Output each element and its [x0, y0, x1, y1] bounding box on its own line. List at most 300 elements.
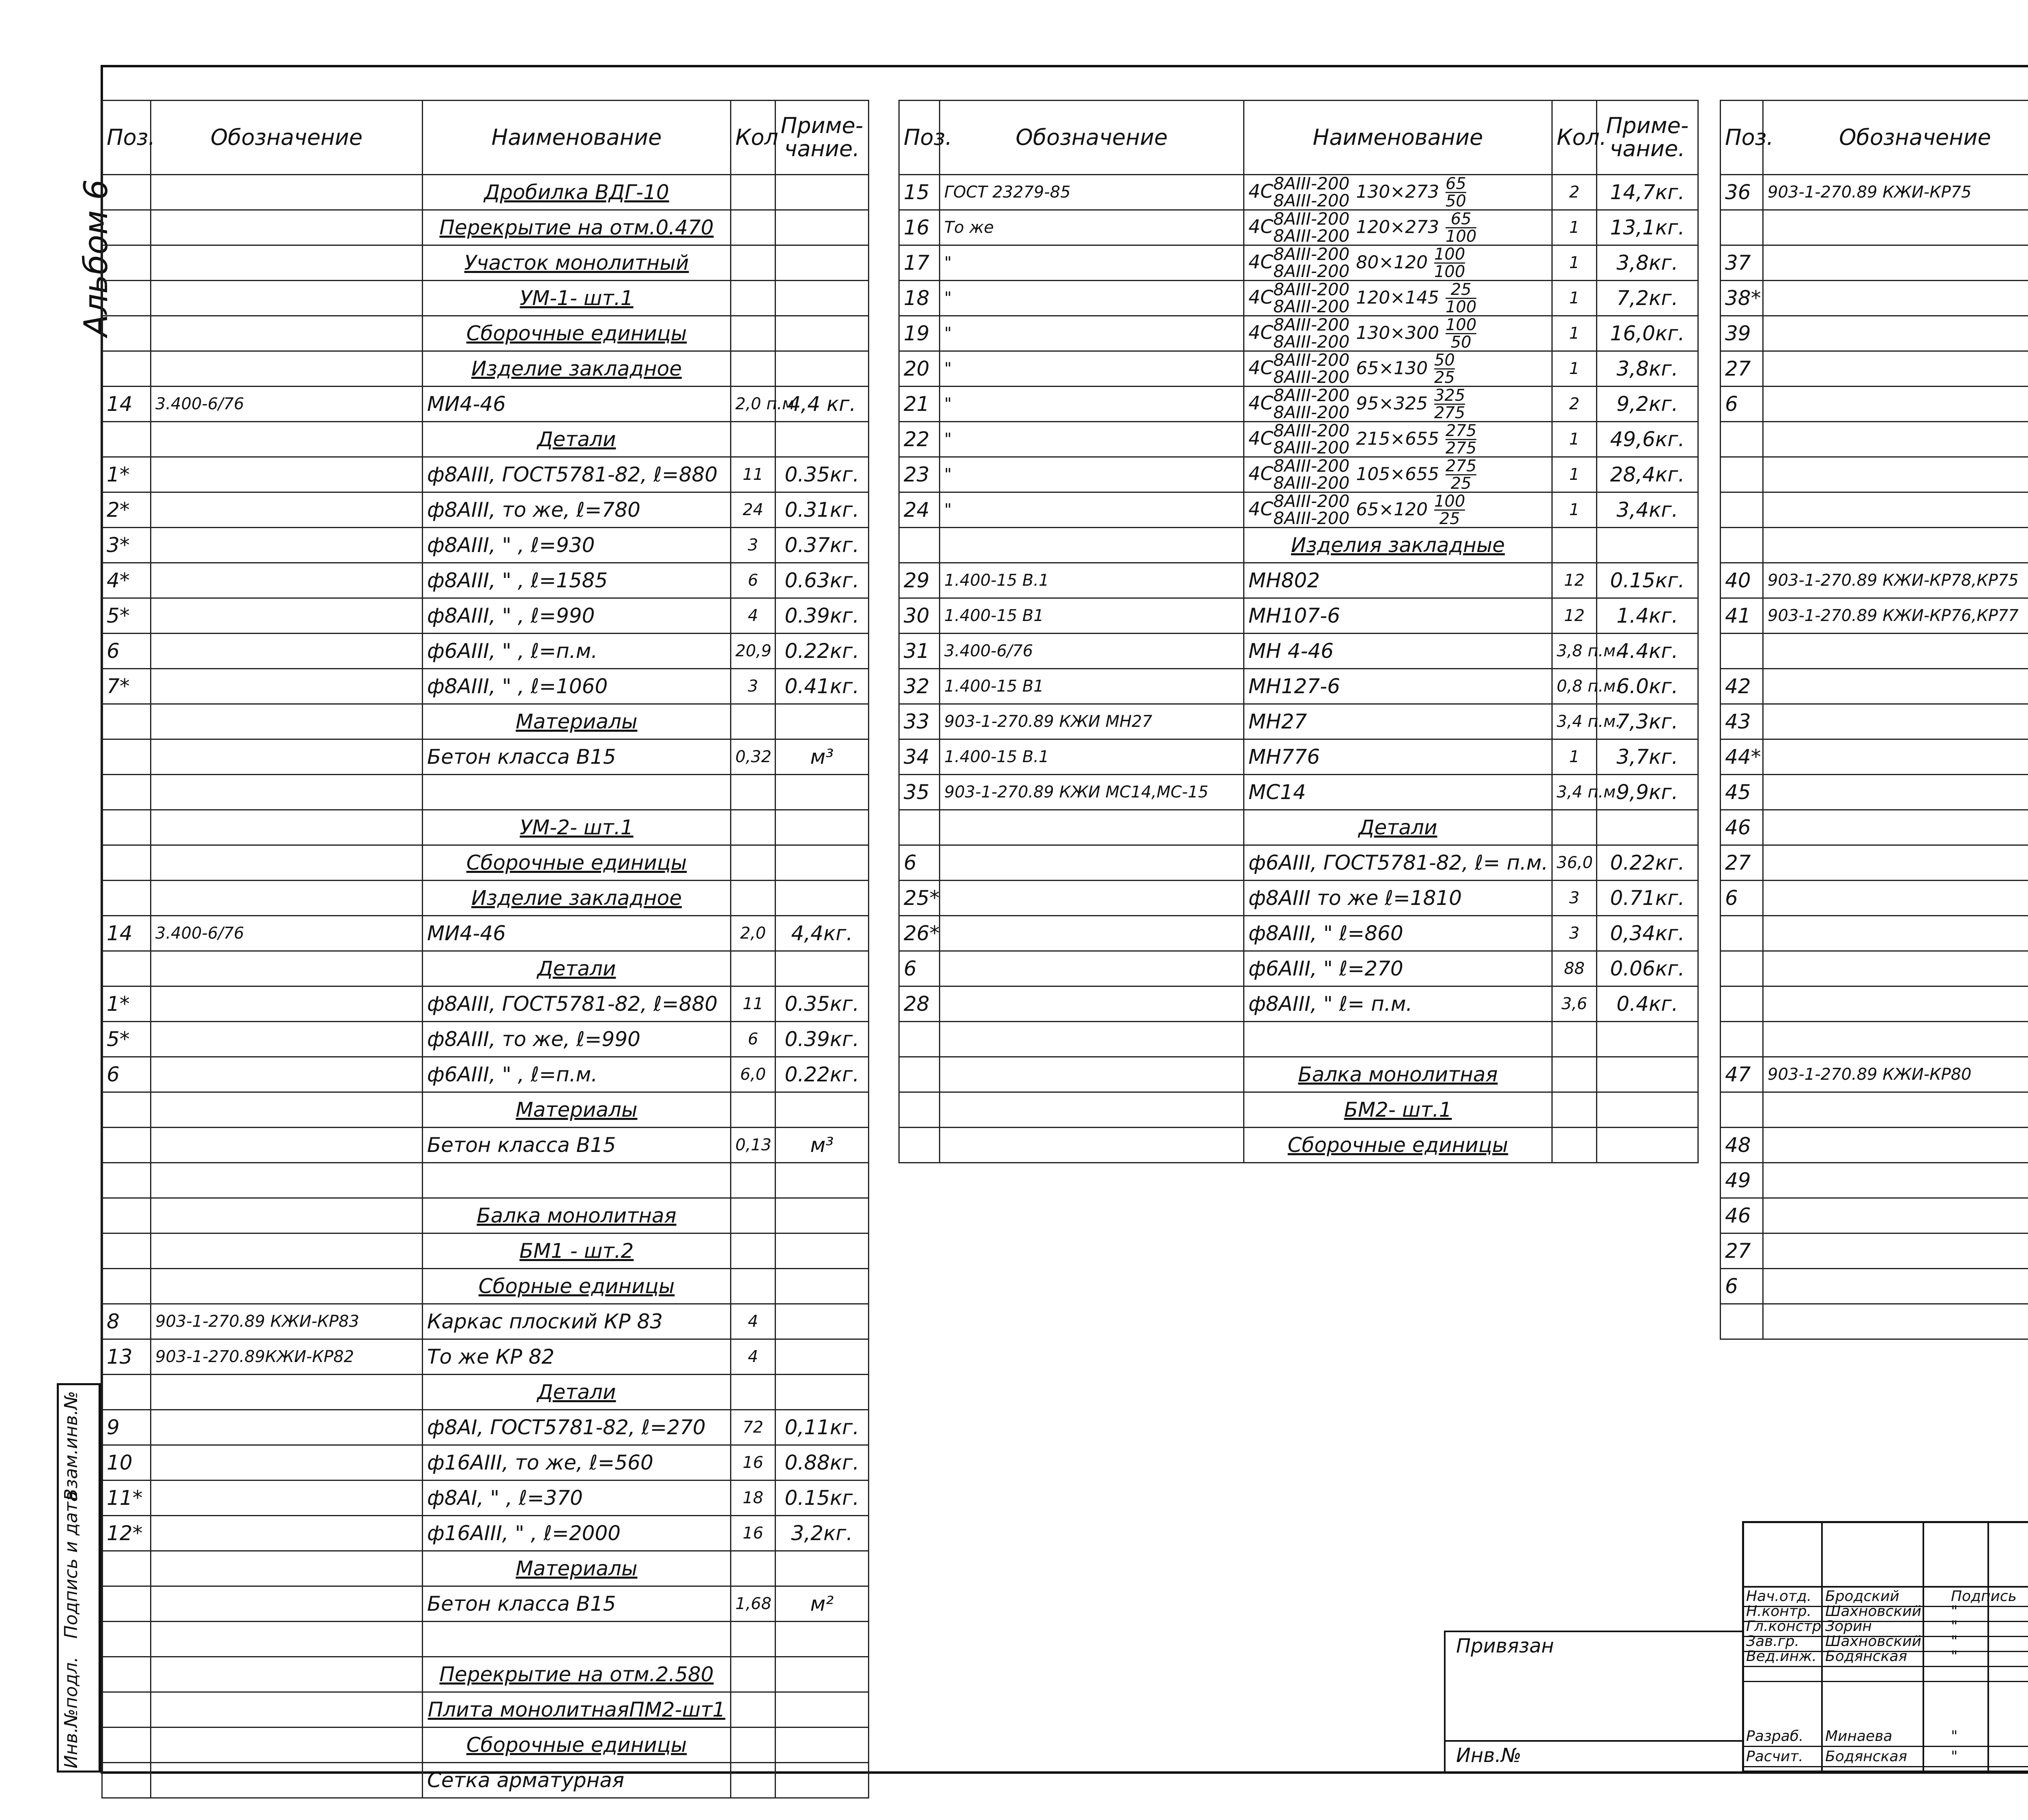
cell-name: Изделие закладное — [423, 351, 731, 387]
cell-designation — [940, 881, 1244, 916]
cell-pos: 14 — [102, 916, 151, 951]
title-person: Шахновский — [1825, 1603, 1921, 1620]
cell-pos — [102, 1163, 151, 1198]
cell-pos — [102, 951, 151, 986]
cell-note: 3,8кг. — [1597, 245, 1698, 281]
table-row — [102, 457, 869, 492]
cell-qty: 3,8 п.м. — [1552, 634, 1597, 669]
mesh-prefix: 4С — [1248, 392, 1274, 414]
mesh-fraction-bottom: 25 — [1450, 474, 1472, 493]
mesh-prefix: 4С — [1248, 180, 1274, 202]
cell-qty: 88 — [1552, 951, 1597, 986]
table-row — [1721, 634, 2028, 669]
cell-designation — [1763, 351, 2028, 387]
cell-qty: 12 — [1552, 563, 1597, 598]
cell-pos: 41 — [1721, 598, 1763, 634]
cell-pos: 30 — [899, 598, 940, 634]
cell-pos — [1721, 422, 1763, 457]
table-row — [102, 1163, 869, 1198]
cell-pos: 26* — [899, 916, 940, 951]
cell-designation — [1763, 1198, 2028, 1233]
cell-designation: 903-1-270.89 КЖИ МС14,МС-15 — [940, 775, 1244, 810]
cell-designation — [1763, 916, 2028, 951]
mesh-fraction — [1446, 423, 1476, 456]
cell-name: ф6АIII, " ℓ=270 — [1244, 951, 1552, 986]
cell-pos: 49 — [1721, 1163, 1763, 1198]
cell-designation — [940, 1022, 1244, 1057]
side-stamp-inv: Инв.№подл. — [61, 1657, 82, 1768]
cell-note — [1597, 1092, 1698, 1128]
cell-note — [776, 1763, 869, 1798]
cell-name: ф16АIII, то же, ℓ=560 — [423, 1445, 731, 1480]
mesh-fraction-top: 65 — [1445, 174, 1466, 193]
cell-name: МН107-6 — [1244, 598, 1552, 634]
cell-pos: 43 — [1721, 704, 1763, 739]
cell-pos — [899, 1057, 940, 1092]
cell-qty: 1 — [1552, 281, 1597, 316]
cell-name: Балка монолитная — [1244, 1057, 1552, 1092]
cell-name: Перекрытие на отм.2.580 — [423, 1657, 731, 1692]
table-row — [899, 775, 1698, 810]
cell-pos — [1721, 457, 1763, 492]
mesh-fraction-bottom: 25 — [1434, 368, 1455, 387]
cell-pos — [1721, 1304, 1763, 1339]
mesh-bars — [1273, 211, 1349, 245]
cell-qty: 3 — [1552, 881, 1597, 916]
cell-note — [776, 1622, 869, 1657]
cell-pos — [1721, 492, 1763, 528]
cell-name: ф16АIII, " , ℓ=2000 — [423, 1516, 731, 1551]
cell-designation: 3.400-6/76 — [151, 387, 423, 422]
cell-qty — [731, 1233, 776, 1269]
mesh-bar-top: 8АIII-200 — [1273, 385, 1350, 405]
cell-pos: 10 — [102, 1445, 151, 1480]
cell-pos — [102, 1692, 151, 1728]
cell-qty — [731, 845, 776, 881]
cell-name: Сборочные единицы — [423, 316, 731, 351]
table-row — [1721, 1022, 2028, 1057]
mesh-dimension: 65×120 — [1356, 499, 1428, 520]
mesh-bar-top: 8АIII-200 — [1273, 350, 1350, 370]
cell-note: 4,4 кг. — [776, 387, 869, 422]
cell-note: 0.22кг. — [1597, 845, 1698, 881]
cell-qty — [731, 1375, 776, 1410]
table-row — [102, 245, 869, 281]
cell-designation — [1763, 492, 2028, 528]
side-stamp-sign: Подпись и дата — [61, 1491, 82, 1639]
table-row — [899, 669, 1698, 704]
mesh-prefix: 4С — [1248, 286, 1274, 308]
cell-mesh-name — [1244, 175, 1552, 210]
cell-note — [776, 210, 869, 245]
cell-designation — [151, 1233, 423, 1269]
table-row — [1721, 881, 2028, 916]
cell-name: БМ2- шт.1 — [1244, 1092, 1552, 1128]
cell-designation — [1763, 316, 2028, 351]
table-row — [1721, 775, 2028, 810]
table-header-row — [1721, 101, 2028, 175]
mesh-bar-top: 8АIII-200 — [1273, 315, 1350, 335]
cell-mesh-name — [1244, 422, 1552, 457]
table-row — [102, 492, 869, 528]
cell-pos: 35 — [899, 775, 940, 810]
mesh-bar-bottom: 8АIII-200 — [1273, 191, 1350, 211]
header-designation: Обозначение — [151, 101, 423, 175]
table-row — [1721, 316, 2028, 351]
table-row — [1721, 986, 2028, 1022]
cell-note: 0.22кг. — [776, 634, 869, 669]
cell-pos: 5* — [102, 598, 151, 634]
cell-note — [776, 245, 869, 281]
cell-note: 9,9кг. — [1597, 775, 1698, 810]
cell-qty: 36,0 — [1552, 845, 1597, 881]
cell-designation — [151, 281, 423, 316]
cell-qty — [1552, 810, 1597, 845]
cell-note: 0.15кг. — [1597, 563, 1698, 598]
cell-qty: 11 — [731, 986, 776, 1022]
table-row — [102, 1728, 869, 1763]
cell-pos: 6 — [899, 951, 940, 986]
table-row — [899, 422, 1698, 457]
mesh-bars — [1273, 387, 1349, 421]
cell-note: 7,2кг. — [1597, 281, 1698, 316]
cell-note: 0.22кг. — [776, 1057, 869, 1092]
cell-name: МН127-6 — [1244, 669, 1552, 704]
mesh-fraction-bottom: 50 — [1450, 333, 1472, 352]
cell-designation — [940, 810, 1244, 845]
cell-qty: 2,0 п.м — [731, 387, 776, 422]
mesh-fraction-bottom: 50 — [1445, 191, 1466, 211]
cell-pos — [102, 422, 151, 457]
cell-note — [776, 1269, 869, 1304]
table-header-row — [102, 101, 869, 175]
cell-pos: 6 — [1721, 387, 1763, 422]
cell-pos: 44* — [1721, 739, 1763, 775]
table-header-row — [899, 101, 1698, 175]
cell-note: 0,11кг. — [776, 1410, 869, 1445]
cell-pos: 34 — [899, 739, 940, 775]
cell-qty: 4 — [731, 1304, 776, 1339]
cell-designation: " — [940, 281, 1244, 316]
cell-mesh-name — [1244, 210, 1552, 245]
table-row — [899, 281, 1698, 316]
table-row — [899, 634, 1698, 669]
cell-designation — [151, 845, 423, 881]
table-row — [1721, 175, 2028, 210]
cell-designation — [151, 245, 423, 281]
cell-designation — [151, 1551, 423, 1586]
header-designation: Обозначение — [1763, 101, 2028, 175]
table-row — [899, 528, 1698, 563]
cell-note: 14,7кг. — [1597, 175, 1698, 210]
mesh-bars — [1273, 175, 1349, 209]
cell-qty: 1,68 — [731, 1586, 776, 1622]
cell-qty: 6 — [731, 563, 776, 598]
cell-pos — [102, 1233, 151, 1269]
mesh-bars — [1273, 352, 1349, 386]
cell-note: 16,0кг. — [1597, 316, 1698, 351]
cell-designation — [151, 951, 423, 986]
cell-qty: 1 — [1552, 210, 1597, 245]
cell-pos: 40 — [1721, 563, 1763, 598]
cell-designation — [940, 1057, 1244, 1092]
cell-name: МИ4-46 — [423, 387, 731, 422]
cell-designation — [940, 986, 1244, 1022]
cell-name — [423, 1622, 731, 1657]
mesh-bar-top: 8АIII-200 — [1273, 456, 1350, 476]
cell-pos: 47 — [1721, 1057, 1763, 1092]
cell-note — [776, 1375, 869, 1410]
cell-designation — [151, 1692, 423, 1728]
cell-note — [1597, 528, 1698, 563]
table-row — [102, 739, 869, 775]
cell-designation: " — [940, 422, 1244, 457]
cell-qty: 1 — [1552, 457, 1597, 492]
cell-designation: 1.400-15 В.1 — [940, 563, 1244, 598]
cell-note: 28,4кг. — [1597, 457, 1698, 492]
cell-pos — [899, 1092, 940, 1128]
table-row — [102, 881, 869, 916]
cell-name: Детали — [423, 422, 731, 457]
cell-designation — [1763, 210, 2028, 245]
table-row — [102, 1304, 869, 1339]
table-row — [102, 175, 869, 210]
mesh-bar-bottom: 8АIII-200 — [1273, 473, 1350, 493]
cell-note: 3,4кг. — [1597, 492, 1698, 528]
cell-qty: 3,6 — [1552, 986, 1597, 1022]
mesh-bar-bottom: 8АIII-200 — [1273, 226, 1350, 246]
cell-pos: 6 — [1721, 881, 1763, 916]
mesh-fraction-top: 100 — [1434, 245, 1465, 264]
table-row — [899, 986, 1698, 1022]
cell-name: Материалы — [423, 1092, 731, 1128]
table-row — [102, 1022, 869, 1057]
table-row — [102, 1092, 869, 1128]
cell-note: 1.4кг. — [1597, 598, 1698, 634]
spec-table-3 — [1720, 100, 2028, 1340]
table-row — [899, 951, 1698, 986]
cell-note: 0.35кг. — [776, 986, 869, 1022]
cell-qty: 1 — [1552, 422, 1597, 457]
cell-pos — [899, 810, 940, 845]
spec-table-3-body — [1721, 101, 2028, 1339]
table-row — [899, 316, 1698, 351]
mesh-bar-bottom: 8АIII-200 — [1273, 367, 1350, 387]
cell-pos — [1721, 634, 1763, 669]
cell-qty: 1 — [1552, 351, 1597, 387]
cell-name: ф8АIII, ГОСТ5781-82, ℓ=880 — [423, 986, 731, 1022]
mesh-bars — [1273, 422, 1349, 456]
cell-qty — [731, 351, 776, 387]
cell-name: МН27 — [1244, 704, 1552, 739]
cell-pos: 4* — [102, 563, 151, 598]
cell-pos: 6 — [899, 845, 940, 881]
header-name: Наименование — [1244, 101, 1552, 175]
cell-designation — [1763, 1128, 2028, 1163]
cell-pos: 38* — [1721, 281, 1763, 316]
mesh-prefix: 4С — [1248, 462, 1274, 485]
title-signature: Подпись — [1951, 1588, 2017, 1605]
cell-name: ф8АI, ГОСТ5781-82, ℓ=270 — [423, 1410, 731, 1445]
cell-qty — [731, 1657, 776, 1692]
cell-designation: 903-1-270.89 КЖИ-КР80 — [1763, 1057, 2028, 1092]
title-person: Шахновский — [1825, 1633, 1921, 1650]
cell-pos — [102, 1657, 151, 1692]
cell-qty — [731, 881, 776, 916]
cell-name: ф8АIII, " , ℓ=1060 — [423, 669, 731, 704]
mesh-bar-top: 8АIII-200 — [1273, 209, 1350, 229]
mesh-bar-top: 8АIII-200 — [1273, 174, 1350, 193]
mesh-bar-top: 8АIII-200 — [1273, 279, 1350, 299]
cell-name: Дробилка ВДГ-10 — [423, 175, 731, 210]
cell-designation: 903-1-270.89КЖИ-КР82 — [151, 1339, 423, 1375]
table-row — [899, 1092, 1698, 1128]
table-row — [102, 528, 869, 563]
cell-note — [776, 1163, 869, 1198]
cell-name: ф8АIII, ГОСТ5781-82, ℓ=880 — [423, 457, 731, 492]
table-row — [899, 810, 1698, 845]
cell-note — [776, 810, 869, 845]
cell-qty: 1 — [1552, 492, 1597, 528]
cell-note: 4,4кг. — [776, 916, 869, 951]
cell-note — [776, 1657, 869, 1692]
cell-qty: 6 — [731, 1022, 776, 1057]
cell-pos: 42 — [1721, 669, 1763, 704]
mesh-fraction-top: 65 — [1446, 211, 1476, 228]
cell-pos — [1721, 210, 1763, 245]
cell-designation — [940, 951, 1244, 986]
header-pos: Поз. — [899, 101, 940, 175]
inv-label: Инв.№ — [1456, 1744, 1521, 1767]
cell-designation — [1763, 245, 2028, 281]
cell-designation — [940, 916, 1244, 951]
table-row — [1721, 845, 2028, 881]
mesh-bar-bottom: 8АIII-200 — [1273, 438, 1350, 458]
cell-qty: 3,4 п.м. — [1552, 704, 1597, 739]
title-signature: " — [1951, 1648, 1958, 1665]
cell-note: 0,34кг. — [1597, 916, 1698, 951]
cell-designation — [151, 1586, 423, 1622]
cell-name: МН 4-46 — [1244, 634, 1552, 669]
cell-name: ф8АIII, " , ℓ=930 — [423, 528, 731, 563]
table-row — [1721, 351, 2028, 387]
mesh-fraction-top: 100 — [1434, 492, 1465, 511]
cell-note: 9,2кг. — [1597, 387, 1698, 422]
cell-note — [776, 951, 869, 986]
cell-pos: 8 — [102, 1304, 151, 1339]
cell-name: ф8АIII то же ℓ=1810 — [1244, 881, 1552, 916]
mesh-prefix: 4С — [1248, 251, 1274, 273]
cell-mesh-name — [1244, 245, 1552, 281]
cell-pos: 25* — [899, 881, 940, 916]
cell-designation — [151, 351, 423, 387]
table-row — [102, 810, 869, 845]
table-row — [1721, 281, 2028, 316]
cell-designation: 903-1-270.89 КЖИ-КР75 — [1763, 175, 2028, 210]
cell-designation — [1763, 1269, 2028, 1304]
title-signature: " — [1951, 1603, 1958, 1620]
cell-name: Материалы — [423, 704, 731, 739]
table-row — [102, 669, 869, 704]
cell-name: Детали — [423, 951, 731, 986]
cell-note — [1597, 1022, 1698, 1057]
cell-pos — [102, 1375, 151, 1410]
cell-designation — [151, 1198, 423, 1233]
cell-note: 0.63кг. — [776, 563, 869, 598]
cell-pos — [1721, 1022, 1763, 1057]
cell-pos: 6 — [102, 1057, 151, 1092]
cell-name: ф6АIII, " , ℓ=п.м. — [423, 634, 731, 669]
cell-pos: 20 — [899, 351, 940, 387]
table-row — [1721, 1092, 2028, 1128]
cell-designation: 3.400-6/76 — [940, 634, 1244, 669]
cell-note — [776, 422, 869, 457]
cell-designation — [151, 810, 423, 845]
cell-name — [1244, 1022, 1552, 1057]
cell-qty — [731, 1728, 776, 1763]
table-row — [102, 1692, 869, 1728]
cell-note — [776, 775, 869, 810]
mesh-fraction — [1446, 176, 1466, 209]
title-role: Гл.констр — [1746, 1618, 1822, 1635]
mesh-dimension: 130×273 — [1356, 181, 1439, 202]
title-role: Разраб. — [1746, 1728, 1804, 1745]
title-person: Зорин — [1825, 1618, 1872, 1635]
cell-designation — [1763, 704, 2028, 739]
cell-name: ф8АI, " , ℓ=370 — [423, 1480, 731, 1516]
title-signature: " — [1951, 1633, 1958, 1650]
mesh-fraction — [1446, 211, 1476, 245]
cell-name: Сетка арматурная — [423, 1763, 731, 1798]
header-note: Приме-чание. — [776, 101, 869, 175]
cell-designation — [151, 634, 423, 669]
cell-pos: 5* — [102, 1022, 151, 1057]
cell-pos — [102, 1551, 151, 1586]
table-row — [102, 563, 869, 598]
cell-pos — [102, 775, 151, 810]
spec-table-2 — [898, 100, 1699, 1163]
cell-qty: 12 — [1552, 598, 1597, 634]
cell-note — [776, 1092, 869, 1128]
cell-pos: 6 — [1721, 1269, 1763, 1304]
table-row — [102, 1233, 869, 1269]
cell-note: 0.39кг. — [776, 1022, 869, 1057]
mesh-bar-bottom: 8АIII-200 — [1273, 261, 1350, 281]
mesh-prefix: 4С — [1248, 321, 1274, 344]
mesh-prefix: 4С — [1248, 357, 1274, 379]
cell-name: ф8АIII, то же, ℓ=990 — [423, 1022, 731, 1057]
cell-name: Перекрытие на отм.0.470 — [423, 210, 731, 245]
title-signature: " — [1951, 1618, 1958, 1635]
cell-qty: 3 — [731, 528, 776, 563]
cell-designation — [151, 669, 423, 704]
cell-designation — [1763, 634, 2028, 669]
cell-pos — [102, 281, 151, 316]
cell-designation — [940, 528, 1244, 563]
cell-designation — [1763, 457, 2028, 492]
side-stamp-replace: Взам.инв.№ — [61, 1391, 82, 1501]
cell-pos — [1721, 916, 1763, 951]
cell-designation — [151, 1375, 423, 1410]
cell-designation — [1763, 669, 2028, 704]
cell-mesh-name — [1244, 281, 1552, 316]
cell-designation — [151, 1163, 423, 1198]
cell-designation — [151, 1728, 423, 1763]
cell-pos — [102, 1092, 151, 1128]
cell-designation — [1763, 1304, 2028, 1339]
cell-designation: " — [940, 316, 1244, 351]
cell-note — [776, 1198, 869, 1233]
